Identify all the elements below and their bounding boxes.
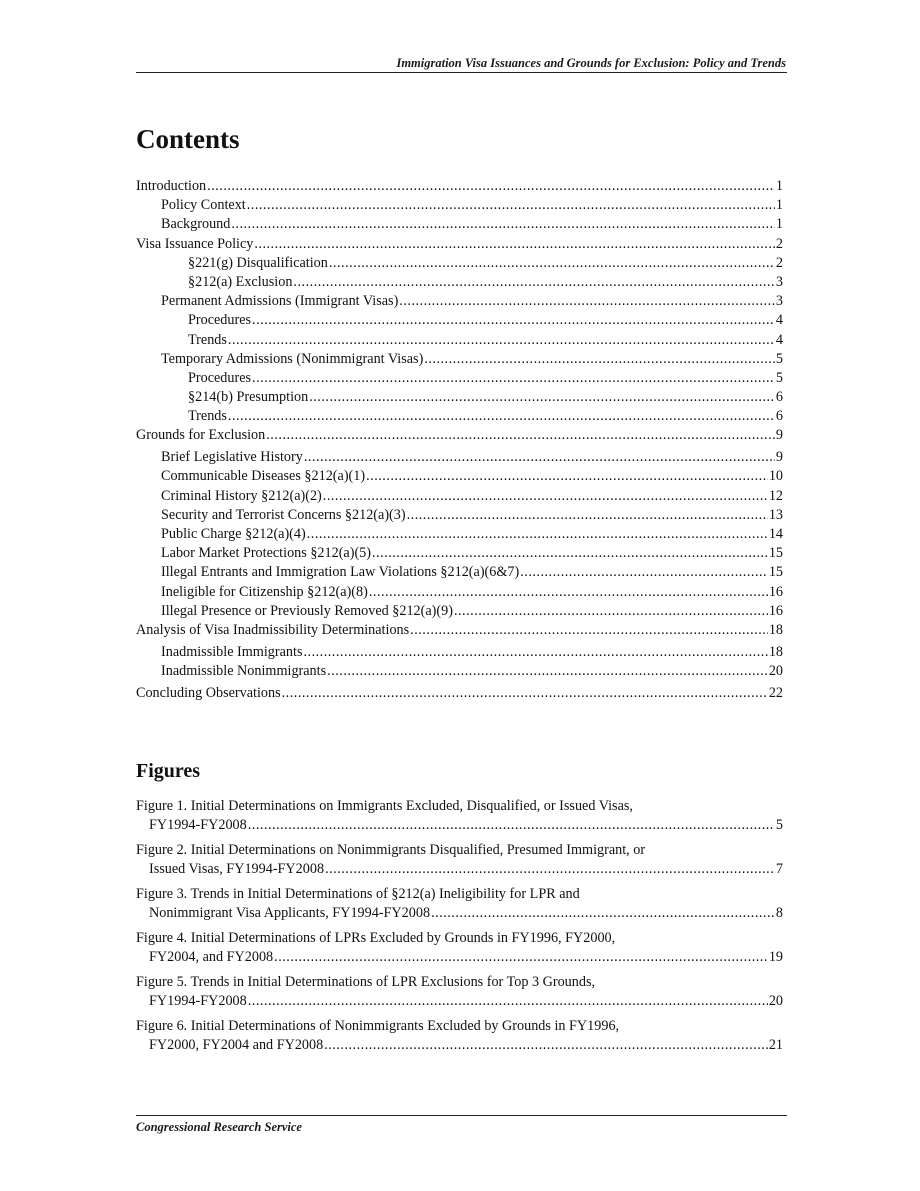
dot-leader xyxy=(372,544,768,563)
toc-entry-title: Temporary Admissions (Nonimmigrant Visas) xyxy=(161,350,424,367)
toc-entry-page: 12 xyxy=(768,487,783,504)
dot-leader xyxy=(324,1036,768,1055)
toc-entry-title: Trends xyxy=(188,331,227,348)
toc-entry[interactable] xyxy=(136,506,783,525)
figure-entry-caption: Figure 5. Trends in Initial Determinations of LPR Exclusions for Top 3 Grounds, xyxy=(136,974,596,990)
figure-entry-caption-cont: Nonimmigrant Visa Applicants, FY1994-FY2008 xyxy=(149,905,431,922)
toc-entry-page: 6 xyxy=(775,389,783,406)
toc-entry-title: §221(g) Disqualification xyxy=(188,254,328,271)
toc-entry[interactable] xyxy=(136,662,783,681)
figure-entry-caption-cont: Issued Visas, FY1994-FY2008 xyxy=(149,861,325,878)
dot-leader xyxy=(329,254,775,273)
toc-entry[interactable] xyxy=(136,292,783,311)
toc-entry-page: 9 xyxy=(775,449,783,466)
toc-entry-page: 9 xyxy=(775,427,783,444)
dot-leader xyxy=(254,235,775,254)
figure-entry-caption-cont: FY1994-FY2008 xyxy=(149,993,247,1010)
figure-entry[interactable] xyxy=(136,885,783,923)
dot-leader xyxy=(520,563,768,582)
figure-entry[interactable] xyxy=(136,1017,783,1055)
toc-entry[interactable] xyxy=(136,487,783,506)
toc-entry-title: Trends xyxy=(188,408,227,425)
toc-entry-page: 15 xyxy=(768,564,783,581)
dot-leader xyxy=(282,684,768,703)
dot-leader xyxy=(454,602,768,621)
toc-entry-title: Ineligible for Citizenship §212(a)(8) xyxy=(161,583,368,600)
dot-leader xyxy=(247,196,775,215)
dot-leader xyxy=(228,331,775,350)
figure-entry-caption: Figure 2. Initial Determinations on Nonimmigrants Disqualified, Presumed Immigrant, or xyxy=(136,842,646,858)
figure-entry[interactable] xyxy=(136,973,783,1011)
header-rule xyxy=(136,72,787,73)
dot-leader xyxy=(252,311,775,330)
toc-entry[interactable] xyxy=(136,621,783,640)
footer-rule xyxy=(136,1115,787,1116)
figure-entry-caption-cont: FY2000, FY2004 and FY2008 xyxy=(149,1037,324,1054)
figure-entry-caption: Figure 1. Initial Determinations on Immigrants Excluded, Disqualified, or Issued Visas, xyxy=(136,798,633,814)
toc-entry-page: 3 xyxy=(775,293,783,310)
toc-entry-page: 16 xyxy=(768,602,783,619)
toc-entry[interactable] xyxy=(136,448,783,467)
toc-entry[interactable] xyxy=(136,525,783,544)
running-header: Immigration Visa Issuances and Grounds for Exclusion: Policy and Trends xyxy=(396,56,786,70)
toc-entry[interactable] xyxy=(136,177,783,196)
toc-entry-page: 5 xyxy=(775,369,783,386)
toc-entry[interactable] xyxy=(136,467,783,486)
figure-entry-page: 19 xyxy=(768,949,783,966)
toc-entry[interactable] xyxy=(136,235,783,254)
toc-entry[interactable] xyxy=(136,407,783,426)
dot-leader xyxy=(431,904,775,923)
toc-entry-page: 20 xyxy=(768,662,783,679)
toc-entry[interactable] xyxy=(136,273,783,292)
figure-entry-caption: Figure 4. Initial Determinations of LPRs Excluded by Grounds in FY1996, FY2000, xyxy=(136,930,616,946)
dot-leader xyxy=(274,948,768,967)
dot-leader xyxy=(399,292,775,311)
figure-entry-page: 5 xyxy=(775,817,783,834)
toc-entry-page: 1 xyxy=(775,197,783,214)
toc-entry[interactable] xyxy=(136,684,783,703)
dot-leader xyxy=(369,583,768,602)
figure-entry-page: 7 xyxy=(775,861,783,878)
toc-entry-page: 5 xyxy=(775,350,783,367)
toc-entry[interactable] xyxy=(136,544,783,563)
list-of-figures xyxy=(136,797,783,1061)
toc-entry-title: Inadmissible Immigrants xyxy=(161,643,303,660)
toc-entry-page: 13 xyxy=(768,506,783,523)
figure-entry[interactable] xyxy=(136,929,783,967)
figure-entry-page: 8 xyxy=(775,905,783,922)
toc-entry-title: Background xyxy=(161,216,231,233)
toc-entry[interactable] xyxy=(136,369,783,388)
dot-leader xyxy=(307,525,768,544)
dot-leader xyxy=(303,643,767,662)
toc-entry[interactable] xyxy=(136,311,783,330)
figure-entry-page: 20 xyxy=(768,993,783,1010)
toc-entry-title: Policy Context xyxy=(161,197,246,214)
dot-leader xyxy=(309,388,775,407)
toc-entry-title: Security and Terrorist Concerns §212(a)(3) xyxy=(161,506,406,523)
toc-entry-page: 2 xyxy=(775,235,783,252)
toc-entry-page: 4 xyxy=(775,312,783,329)
dot-leader xyxy=(248,816,775,835)
toc-entry-page: 15 xyxy=(768,545,783,562)
dot-leader xyxy=(266,426,775,445)
figure-entry[interactable] xyxy=(136,797,783,835)
toc-entry[interactable] xyxy=(136,426,783,445)
toc-entry-page: 18 xyxy=(768,643,783,660)
toc-entry[interactable] xyxy=(136,350,783,369)
dot-leader xyxy=(323,487,768,506)
figure-entry-caption: Figure 6. Initial Determinations of Nonimmigrants Excluded by Grounds in FY1996, xyxy=(136,1018,620,1034)
toc-entry-title: Visa Issuance Policy xyxy=(136,235,254,252)
toc-entry-title: Labor Market Protections §212(a)(5) xyxy=(161,545,371,562)
dot-leader xyxy=(407,506,768,525)
toc-entry-title: Illegal Entrants and Immigration Law Violations §212(a)(6&7) xyxy=(161,564,520,581)
toc-entry[interactable] xyxy=(136,196,783,215)
toc-entry-title: Public Charge §212(a)(4) xyxy=(161,525,306,542)
toc-entry-page: 3 xyxy=(775,273,783,290)
toc-entry-title: Criminal History §212(a)(2) xyxy=(161,487,322,504)
toc-entry-title: Inadmissible Nonimmigrants xyxy=(161,662,327,679)
toc-entry-title: Analysis of Visa Inadmissibility Determinations xyxy=(136,621,410,638)
dot-leader xyxy=(325,860,775,879)
toc-entry-title: Brief Legislative History xyxy=(161,449,303,466)
dot-leader xyxy=(366,467,768,486)
toc-entry[interactable] xyxy=(136,602,783,621)
dot-leader xyxy=(304,448,775,467)
toc-entry-title: Illegal Presence or Previously Removed §212(a)(9) xyxy=(161,602,453,619)
table-of-contents xyxy=(136,177,783,703)
toc-entry-title: §214(b) Presumption xyxy=(188,389,309,406)
toc-entry-page: 2 xyxy=(775,254,783,271)
toc-entry[interactable] xyxy=(136,331,783,350)
figure-entry-caption: Figure 3. Trends in Initial Determinations of §212(a) Ineligibility for LPR and xyxy=(136,886,580,902)
toc-entry-page: 22 xyxy=(768,684,783,701)
dot-leader xyxy=(248,992,768,1011)
toc-entry-title: §212(a) Exclusion xyxy=(188,273,293,290)
dot-leader xyxy=(410,621,768,640)
toc-entry-page: 18 xyxy=(768,621,783,638)
dot-leader xyxy=(424,350,775,369)
toc-entry-title: Introduction xyxy=(136,178,207,194)
toc-entry-page: 10 xyxy=(768,468,783,485)
toc-entry-page: 14 xyxy=(768,525,783,542)
toc-entry[interactable] xyxy=(136,388,783,407)
dot-leader xyxy=(293,273,774,292)
dot-leader xyxy=(228,407,775,426)
figure-entry-page: 21 xyxy=(768,1037,783,1054)
toc-entry[interactable] xyxy=(136,583,783,602)
figure-entry-caption-cont: FY2004, and FY2008 xyxy=(149,949,274,966)
running-footer: Congressional Research Service xyxy=(136,1120,302,1134)
toc-entry[interactable] xyxy=(136,215,783,234)
toc-entry-title: Communicable Diseases §212(a)(1) xyxy=(161,468,366,485)
figures-heading: Figures xyxy=(136,760,201,782)
figure-entry-caption-cont: FY1994-FY2008 xyxy=(149,817,247,834)
toc-entry-page: 4 xyxy=(775,331,783,348)
toc-entry-title: Permanent Admissions (Immigrant Visas) xyxy=(161,293,399,310)
toc-entry[interactable] xyxy=(136,254,783,273)
toc-entry-title: Procedures xyxy=(188,312,252,329)
dot-leader xyxy=(252,369,775,388)
figure-entry[interactable] xyxy=(136,841,783,879)
toc-entry-title: Procedures xyxy=(188,369,252,386)
dot-leader xyxy=(231,215,775,234)
toc-entry[interactable] xyxy=(136,563,783,582)
toc-entry-page: 16 xyxy=(768,583,783,600)
toc-entry-page: 1 xyxy=(775,216,783,233)
toc-entry-title: Grounds for Exclusion xyxy=(136,427,266,444)
contents-heading: Contents xyxy=(136,124,240,154)
toc-entry-page: 1 xyxy=(775,178,783,194)
toc-entry-page: 6 xyxy=(775,408,783,425)
toc-entry[interactable] xyxy=(136,643,783,662)
dot-leader xyxy=(327,662,768,681)
dot-leader xyxy=(207,177,775,196)
toc-entry-title: Concluding Observations xyxy=(136,684,281,701)
